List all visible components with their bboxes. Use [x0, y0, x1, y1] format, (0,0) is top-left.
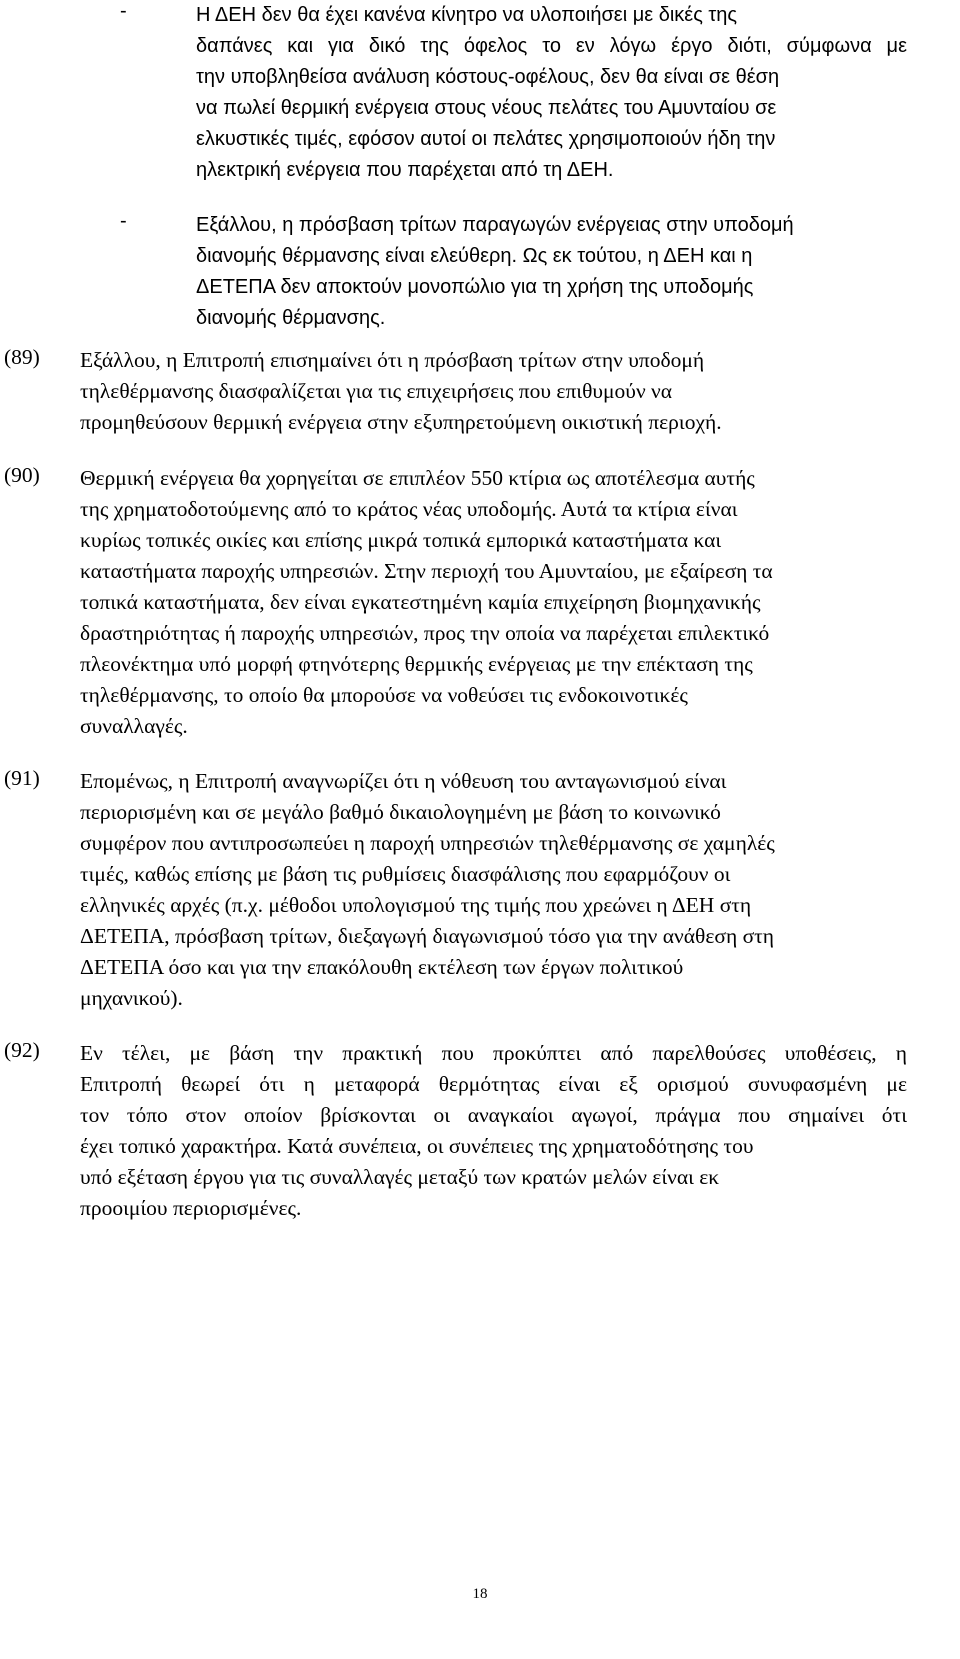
paragraph-text	[80, 463, 907, 742]
text-line: ΔΕΤΕΠΑ, πρόσβαση τρίτων, διεξαγωγή διαγωνισμού τόσο για την ανάθεση στη	[80, 924, 775, 948]
text-line: προμηθεύσουν θερμική ενέργεια στην εξυπηρετούμενη οικιστική περιοχή.	[80, 410, 722, 434]
paragraph-number: (92)	[4, 1038, 40, 1062]
text-line: συμφέρον που αντιπροσωπεύει η παροχή υπηρεσιών τηλεθέρμανσης σε χαμηλές	[80, 831, 775, 855]
paragraph-text	[80, 345, 907, 438]
text-line: τηλεθέρμανσης διασφαλίζεται για τις επιχειρήσεις που επιθυμούν να	[80, 379, 673, 403]
text-line: περιορισμένη και σε μεγάλο βαθμό δικαιολογημένη με βάση το κοινωνικό	[80, 800, 721, 824]
text-line: να πωλεί θερμική ενέργεια στους νέους πελάτες του Αμυνταίου σε	[196, 97, 777, 119]
text-line: ΔΕΤΕΠΑ δεν αποκτούν μονοπώλιο για τη χρήση της υποδομής	[196, 276, 754, 298]
text-line: διανομής θέρμανσης.	[196, 307, 386, 329]
paragraph-text	[80, 1038, 907, 1224]
text-line: ηλεκτρική ενέργεια που παρέχεται από τη ΔΕΗ.	[196, 159, 614, 181]
text-line: την υποβληθείσα ανάλυση κόστους-οφέλους, δεν θα είναι σε θέση	[196, 66, 780, 88]
text-line: της χρηματοδοτούμενης από το κράτος νέας υποδομής. Αυτά τα κτίρια είναι	[80, 497, 738, 521]
paragraph-number: (90)	[4, 463, 40, 487]
text-line: Εξάλλου, η πρόσβαση τρίτων παραγωγών ενέργειας στην υποδομή	[196, 214, 794, 236]
text-line: προοιμίου περιορισμένες.	[80, 1196, 302, 1220]
text-line: τιμές, καθώς επίσης με βάση τις ρυθμίσεις διασφάλισης που εφαρμόζουν οι	[80, 862, 731, 886]
text-line: Θερμική ενέργεια θα χορηγείται σε επιπλέον 550 κτίρια ως αποτέλεσμα αυτής	[80, 466, 755, 490]
dash-marker: -	[120, 0, 127, 22]
text-line: ελληνικές αρχές (π.χ. μέθοδοι υπολογισμού της τιμής που χρεώνει η ΔΕΗ στη	[80, 893, 752, 917]
text-line: τηλεθέρμανσης, το οποίο θα μπορούσε να νοθεύσει τις ενδοκοινοτικές	[80, 683, 688, 707]
paragraph-number: (91)	[4, 766, 40, 790]
text-line: Επιτροπή θεωρεί ότι η μεταφορά θερμότητας είναι εξ ορισμού συνυφασμένη με	[80, 1072, 907, 1096]
text-line: ΔΕΤΕΠΑ όσο και για την επακόλουθη εκτέλεση των έργων πολιτικού	[80, 955, 684, 979]
text-line: καταστήματα παροχής υπηρεσιών. Στην περιοχή του Αμυνταίου, με εξαίρεση τα	[80, 559, 773, 583]
dash-item-text	[196, 0, 907, 186]
text-line: Εν τέλει, με βάση την πρακτική που προκύπτει από παρελθούσες υποθέσεις, η	[80, 1041, 907, 1065]
text-line: Εξάλλου, η Επιτροπή επισημαίνει ότι η πρόσβαση τρίτων στην υποδομή	[80, 348, 705, 372]
text-line: κυρίως τοπικές οικίες και επίσης μικρά τοπικά εμπορικά καταστήματα και	[80, 528, 722, 552]
text-line: τοπικά καταστήματα, δεν είναι εγκατεστημένη καμία επιχείρηση βιομηχανικής	[80, 590, 761, 614]
text-line: έχει τοπικό χαρακτήρα. Κατά συνέπεια, οι συνέπειες της χρηματοδότησης του	[80, 1134, 754, 1158]
text-line: Η ΔΕΗ δεν θα έχει κανένα κίνητρο να υλοποιήσει με δικές της	[196, 4, 738, 26]
text-line: Επομένως, η Επιτροπή αναγνωρίζει ότι η νόθευση του ανταγωνισμού είναι	[80, 769, 727, 793]
page-number: 18	[472, 1586, 488, 1602]
text-line: διανομής θέρμανσης είναι ελεύθερη. Ως εκ τούτου, η ΔΕΗ και η	[196, 245, 753, 267]
text-line: τον τόπο στον οποίον βρίσκονται οι αναγκαίοι αγωγοί, πράγμα που σημαίνει ότι	[80, 1103, 907, 1127]
text-line: συναλλαγές.	[80, 714, 188, 738]
text-line: δαπάνες και για δικό της όφελος το εν λόγω έργο διότι, σύμφωνα με	[196, 35, 907, 57]
text-line: πλεονέκτημα υπό μορφή φτηνότερης θερμικής ενέργειας με την επέκταση της	[80, 652, 753, 676]
paragraph-number: (89)	[4, 345, 40, 369]
paragraph-text	[80, 766, 907, 1014]
text-line: δραστηριότητας ή παροχής υπηρεσιών, προς την οποία να παρέχεται επιλεκτικό	[80, 621, 770, 645]
dash-marker: -	[120, 210, 127, 232]
text-line: υπό εξέταση έργου για τις συναλλαγές μεταξύ των κρατών μελών είναι εκ	[80, 1165, 720, 1189]
text-line: ελκυστικές τιμές, εφόσον αυτοί οι πελάτες χρησιμοποιούν ήδη την	[196, 128, 776, 150]
dash-item-text	[196, 210, 907, 334]
text-line: μηχανικού).	[80, 986, 183, 1010]
